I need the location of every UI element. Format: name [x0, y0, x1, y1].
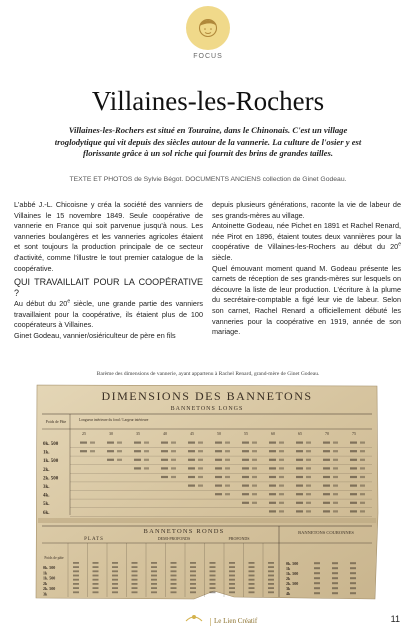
doc-row-label: 1k.	[43, 450, 50, 456]
doc-column-number: 65	[298, 431, 302, 436]
page-number: 11	[390, 614, 400, 624]
doc-couronne-row-label: 1k	[286, 566, 291, 571]
focus-section-icon	[186, 6, 230, 50]
right-column	[212, 200, 401, 338]
doc-bottom-demi: DEMI-PROFONDS	[157, 536, 191, 541]
paragraph: Quel émouvant moment quand M. Godeau présente les carnets de réception de ses grands-mères sur lesquels on découvre la liste de leur production. L'écriture à la plume du secrétaire-comptable a figé leur vie de labeur. Selon son carnet, Rachel Renard a officiellement débuté les vanneries pour la coopérative en 1919, année de son mariage.	[212, 263, 401, 337]
doc-column-number: 75	[352, 431, 356, 436]
article-credits: TEXTE ET PHOTOS de Sylvie Bégot. DOCUMENTS ANCIENS collection de Ginet Godeau.	[69, 176, 347, 183]
doc-row-label: 2k. 500	[43, 476, 59, 482]
doc-header-weight: Poids de Pâte	[45, 420, 67, 424]
left-column	[14, 200, 203, 342]
doc-couronne-row-label: 4k	[286, 591, 291, 596]
historical-document-image	[34, 383, 380, 601]
paragraph: Au début du 20e siècle, une grande partie des vanniers travaillaient pour la coopérative, ils étaient plus de 100 coopérateurs à Villaines.	[14, 298, 203, 330]
article-lead: Villaines-les-Rochers est situé en Touraine, dans le Chinonais. C'est un village troglodytique qui vit depuis des siècles autour de la vannerie. La culture de l'osier y est florissante grâce à un sol riche qui fournit des brins de grandes tailles.	[54, 125, 362, 158]
doc-column-number: 55	[244, 431, 248, 436]
doc-bottom-row-label: 0k. 500	[43, 565, 56, 570]
section-label: FOCUS	[193, 53, 223, 60]
doc-bottom-couronnes: BANNETONS COURONNES	[298, 530, 354, 535]
doc-column-number: 60	[271, 431, 275, 436]
doc-column-number: 30	[109, 431, 113, 436]
figure-caption: Barème des dimensions de vannerie, ayant appartenu à Rachel Renard, grand-mère de Ginet Godeau.	[96, 371, 320, 377]
doc-column-number: 40	[163, 431, 167, 436]
doc-couronne-row-label: 2k. 500	[286, 581, 299, 586]
doc-bottom-row-label: 3k	[43, 591, 48, 597]
doc-couronne-row-label: 0k. 500	[286, 561, 299, 566]
doc-bottom-title: BANNETONS RONDS	[143, 528, 225, 535]
doc-bottom-profonds: PROFONDS	[228, 536, 250, 541]
paragraph: L'abbé J.-L. Chicoisne y créa la société des vanniers de Villaines le 15 novembre 1849. Seule coopérative de vannerie en France qui soit parvenue jusqu'à nous. Les vanneries boulangères et les vanneries agricoles étaient et sont toujours la production principale de ce secteur d'activité, comme l'illustre le tout premier catalogue de la coopérative.	[14, 200, 203, 273]
brand-logo	[183, 611, 205, 627]
doc-column-number: 70	[325, 431, 329, 436]
doc-couronne-row-label: 2k	[286, 576, 291, 581]
footer-separator	[210, 618, 211, 626]
doc-couronne-row-label: 1k. 500	[286, 571, 299, 576]
doc-column-number: 35	[136, 431, 140, 436]
doc-column-number: 45	[190, 431, 194, 436]
section-heading: QUI TRAVAILLAIT POUR LA COOPÉRATIVE ?	[14, 277, 203, 299]
doc-row-label: 0k. 500	[43, 442, 59, 447]
paragraph: depuis plusieurs générations, raconte la vie de labeur de ses grands-mères au village.	[212, 200, 401, 220]
doc-title: DIMENSIONS DES BANNETONS	[101, 389, 313, 403]
doc-header-dims: Longueur intérieure du fond / Largeur intérieure	[79, 418, 149, 422]
doc-subtitle: BANNETONS LONGS	[170, 406, 244, 412]
paragraph: Antoinette Godeau, née Pichet en 1891 et Rachel Renard, née Pirot en 1896, étaient toutes deux vannières pour la coopérative de Villaines-les-Rochers au début du 20e siècle.	[212, 221, 401, 262]
doc-bottom-row-label: 2k	[43, 580, 48, 586]
article-title: Villaines-les-Rochers	[91, 86, 325, 116]
face-icon	[193, 13, 223, 43]
doc-row-label: 4k.	[43, 493, 50, 499]
doc-row-label: 2k.	[43, 467, 50, 473]
doc-row-label: 3k.	[43, 485, 50, 490]
doc-column-number: 25	[82, 431, 86, 436]
doc-couronne-row-label: 3k	[286, 586, 291, 591]
doc-bottom-row-label: 2k. 500	[43, 586, 56, 592]
doc-row-label: 6k.	[43, 510, 50, 516]
doc-bottom-row-label: 1k	[43, 570, 48, 576]
doc-bottom-row-label: 1k. 500	[43, 575, 56, 581]
doc-bottom-plats: PLATS	[84, 537, 104, 542]
paragraph: Ginet Godeau, vannier/osiériculteur de père en fils	[14, 330, 176, 340]
brand-logo-icon	[183, 611, 205, 627]
doc-bottom-header: Poids de pâte	[44, 556, 64, 560]
footer-brand: Le Lien Créatif	[214, 617, 258, 625]
doc-row-label: 5k.	[43, 502, 50, 508]
doc-row-label: 1k. 500	[43, 459, 59, 465]
doc-column-number: 50	[217, 431, 221, 436]
